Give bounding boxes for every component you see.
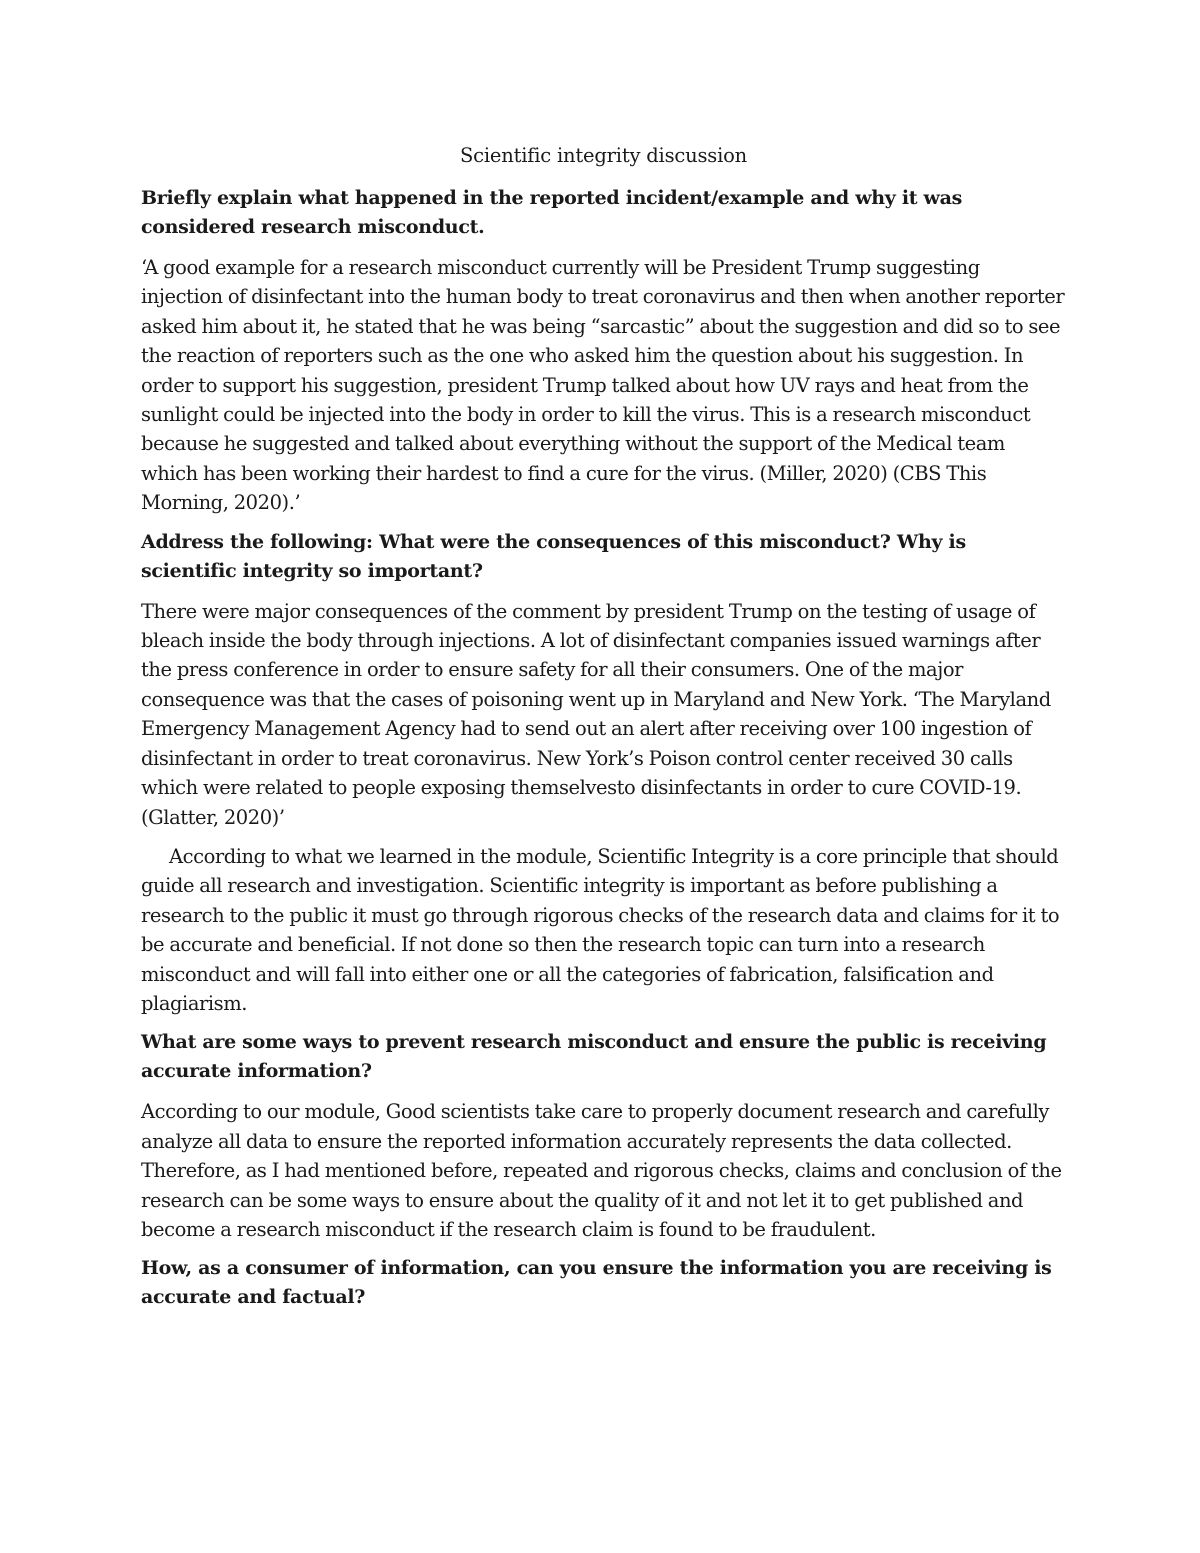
section-3-paragraph-1: According to our module, Good scientists take care to properly document research and carefully analyze all data to ensure the reported information accurately represents the data collected. Therefore, as I had mentioned before, repeated and rigorous checks, claims and conclusion of the research can be some ways to ensure about the quality of it and not let it to get published and become a research misconduct if the research claim is found to be fraudulent. <box>141 1100 1062 1241</box>
section-heading-1: Briefly explain what happened in the reported incident/example and why it was considered research misconduct. <box>141 187 963 238</box>
section-1-paragraph-1: ‘A good example for a research misconduct currently will be President Trump suggesting injection of disinfectant into the human body to treat coronavirus and then when another reporter asked him about it, he stated that he was being “sarcastic” about the suggestion and did so to see the reaction of reporters such as the one who asked him the question about his suggestion. In order to support his suggestion, president Trump talked about how UV rays and heat from the sunlight could be injected into the body in order to kill the virus. This is a research misconduct because he suggested and talked about everything without the support of the Medical team which has been working their hardest to find a cure for the virus. (Miller, 2020) (CBS This Morning, 2020).’ <box>141 256 1065 515</box>
section-heading-3: What are some ways to prevent research misconduct and ensure the public is receiving accurate information? <box>141 1031 1047 1083</box>
document-title: Scientific integrity discussion <box>459 144 748 167</box>
document-page <box>141 140 1066 1323</box>
section-2-paragraph-2: According to what we learned in the module, Scientific Integrity is a core principle that should guide all research and investigation. Scientific integrity is important as before publishing a research to the public it must go through rigorous checks of the research data and claims for it to be accurate and beneficial. If not done so then the research topic can turn into a research misconduct and will fall into either one or all the categories of fabrication, falsification and plagiarism. <box>141 844 1060 1015</box>
section-2-paragraph-1: There were major consequences of the comment by president Trump on the testing of usage of bleach inside the body through injections. A lot of disinfectant companies issued warnings after the press conference in order to ensure safety for all their consumers. One of the major consequence was that the cases of poisoning went up in Maryland and New York. ‘The Maryland Emergency Management Agency had to send out an alert after receiving over 100 ingestion of disinfectant in order to treat coronavirus. New York’s Poison control center received 30 calls which were related to people exposing themselvesto disinfectants in order to cure COVID-19. (Glatter, 2020)’ <box>141 599 1051 829</box>
section-heading-2: Address the following: What were the consequences of this misconduct? Why is scientific integrity so important? <box>141 530 966 582</box>
section-heading-4: How, as a consumer of information, can you ensure the information you are receiving is accurate and factual? <box>141 1257 1052 1309</box>
